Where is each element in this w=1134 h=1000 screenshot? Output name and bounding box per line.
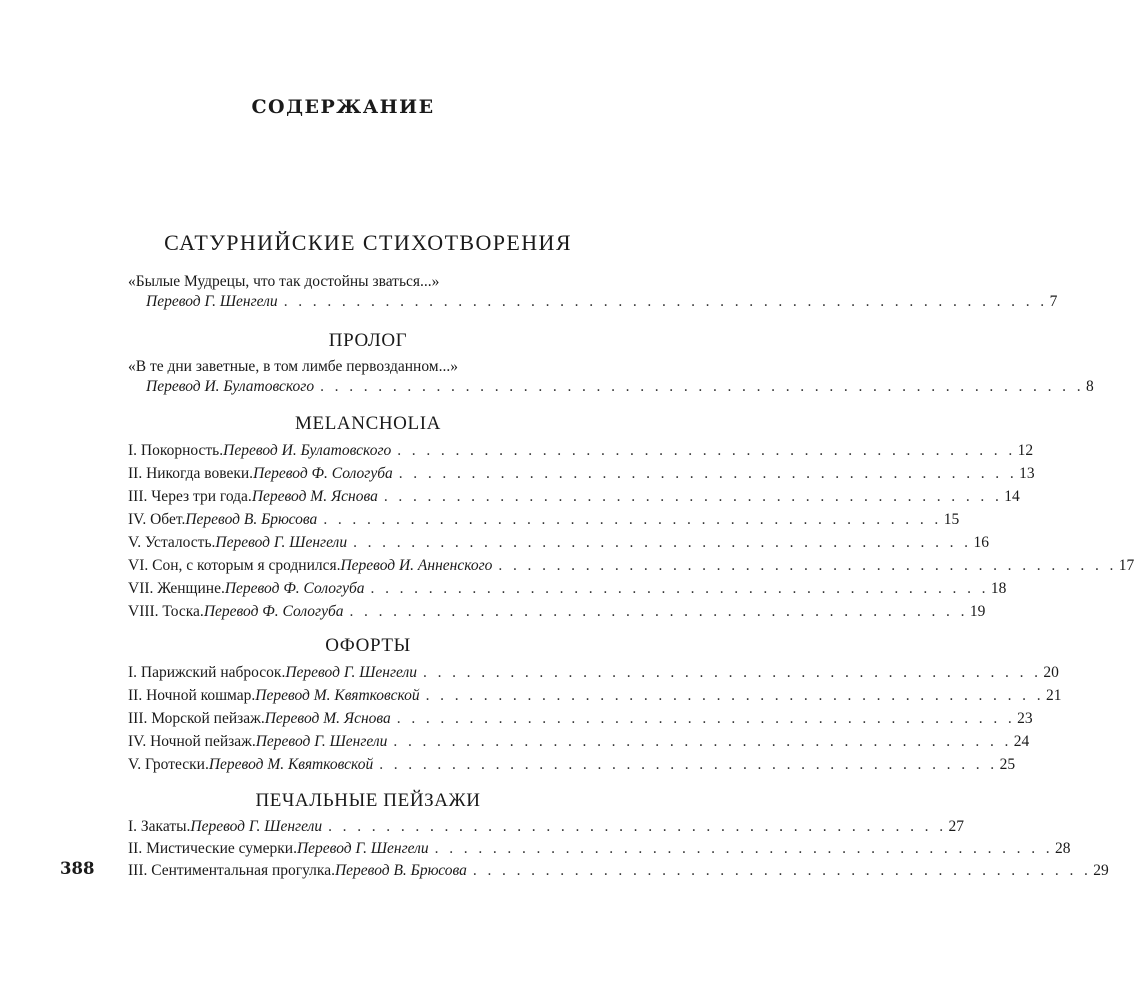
toc-entry[interactable]	[128, 838, 1071, 860]
toc-first-line: «В те дни заветные, в том лимбе первозданном...»	[128, 358, 458, 375]
toc-entry-translator: Перевод Г. Шенгели	[296, 840, 429, 857]
dot-leader: . . . . . . . . . . . . . . . . . . . . . . . . . . . . . . . . . . . . . . . . . . .	[379, 756, 998, 773]
page-title: СОДЕРЖАНИЕ	[251, 96, 435, 118]
toc-entry-page: 15	[943, 511, 960, 528]
section-heading: MELANCHOLIA	[295, 413, 441, 434]
dot-leader: . . . . . . . . . . . . . . . . . . . . . . . . . . . . . . . . . . . . . . . . . . . . . . . . . . . . .	[283, 293, 1048, 310]
toc-entry-page: 18	[990, 580, 1007, 597]
toc-entry-title: II. Никогда вовеки.	[128, 465, 254, 482]
dot-leader: . . . . . . . . . . . . . . . . . . . . . . . . . . . . . . . . . . . . . . . . . . .	[370, 580, 989, 597]
toc-entry-page: 12	[1017, 442, 1034, 459]
section-heading: ОФОРТЫ	[325, 635, 411, 656]
dot-leader: . . . . . . . . . . . . . . . . . . . . . . . . . . . . . . . . . . . . . . . . . . .	[393, 733, 1012, 750]
toc-entry-title: VII. Женщине.	[128, 580, 225, 597]
dot-leader: . . . . . . . . . . . . . . . . . . . . . . . . . . . . . . . . . . . . . . . . . . .	[472, 862, 1092, 879]
toc-entry-title: I. Парижский набросок.	[128, 664, 286, 681]
toc-entry-translator: Перевод Г. Шенгели	[255, 733, 388, 750]
toc-entry-title: I. Покорность.	[128, 442, 224, 459]
toc-entry[interactable]	[128, 860, 1109, 882]
toc-entry-title: V. Усталость.	[128, 534, 216, 551]
toc-entry-title: VIII. Тоска.	[128, 603, 204, 620]
dot-leader: . . . . . . . . . . . . . . . . . . . . . . . . . . . . . . . . . . . . . . . . . . . . . . . . . . . . .	[320, 378, 1084, 395]
toc-entry[interactable]	[128, 685, 1062, 707]
toc-entry-title: III. Через три года.	[128, 488, 252, 505]
toc-entry[interactable]	[128, 440, 1034, 462]
toc-entry-translator: Перевод Ф. Сологуба	[203, 603, 344, 620]
dot-leader: . . . . . . . . . . . . . . . . . . . . . . . . . . . . . . . . . . . . . . . . . . .	[425, 687, 1044, 704]
toc-entry[interactable]	[128, 376, 1094, 398]
toc-entry[interactable]	[128, 662, 1059, 684]
page-number: 388	[60, 859, 95, 878]
toc-entry-translator: Перевод Г. Шенгели	[190, 818, 323, 835]
toc-entry-translator: Перевод В. Брюсова	[334, 862, 467, 879]
toc-entry-page: 21	[1045, 687, 1062, 704]
toc-entry-translator: Перевод Г. Шенгели	[146, 293, 278, 310]
toc-entry-title: III. Сентиментальная прогулка.	[128, 862, 335, 879]
toc-entry-translator: Перевод Ф. Сологуба	[224, 580, 365, 597]
toc-entry-translator: Перевод Ф. Сологуба	[253, 465, 393, 482]
toc-entry-page: 19	[969, 603, 986, 620]
toc-entry-title: IV. Ночной пейзаж.	[128, 733, 256, 750]
toc-entry[interactable]	[128, 601, 986, 623]
toc-entry-translator: Перевод М. Квятковской	[255, 687, 420, 704]
section-heading: ПРОЛОГ	[328, 330, 408, 351]
toc-entry-page: 17	[1118, 557, 1134, 574]
toc-entry-title: II. Мистические сумерки.	[128, 840, 297, 857]
toc-entry-title: I. Закаты.	[128, 818, 191, 835]
toc-entry-page: 14	[1004, 488, 1020, 505]
toc-entry[interactable]	[128, 816, 964, 838]
toc-entry[interactable]	[128, 754, 1016, 776]
toc-entry-title: VI. Сон, с которым я сроднился.	[128, 557, 341, 574]
toc-entry-translator: Перевод И. Анненского	[340, 557, 493, 574]
toc-entry-title: II. Ночной кошмар.	[128, 687, 256, 704]
dot-leader: . . . . . . . . . . . . . . . . . . . . . . . . . . . . . . . . . . . . . . . . . . .	[398, 465, 1018, 482]
dot-leader: . . . . . . . . . . . . . . . . . . . . . . . . . . . . . . . . . . . . . . . . . . .	[498, 557, 1117, 574]
toc-entry-page: 8	[1085, 378, 1094, 395]
dot-leader: . . . . . . . . . . . . . . . . . . . . . . . . . . . . . . . . . . . . . . . . . . .	[396, 710, 1016, 727]
toc-entry-translator: Перевод Г. Шенгели	[285, 664, 418, 681]
toc-entry-page: 29	[1093, 862, 1109, 879]
toc-entry[interactable]	[128, 291, 1058, 313]
toc-entry-page: 25	[999, 756, 1016, 773]
toc-entry-translator: Перевод И. Булатовского	[223, 442, 392, 459]
toc-entry-page: 23	[1017, 710, 1033, 727]
section-heading: ПЕЧАЛЬНЫЕ ПЕЙЗАЖИ	[255, 790, 481, 811]
toc-first-line: «Былые Мудрецы, что так достойны зваться...»	[128, 273, 440, 290]
dot-leader: . . . . . . . . . . . . . . . . . . . . . . . . . . . . . . . . . . . . . . . . . . .	[349, 603, 968, 620]
dot-leader: . . . . . . . . . . . . . . . . . . . . . . . . . . . . . . . . . . . . . . . . . . .	[353, 534, 972, 551]
toc-entry-title: III. Морской пейзаж.	[128, 710, 265, 727]
toc-entry-page: 13	[1019, 465, 1035, 482]
toc-entry-title: V. Гротески.	[128, 756, 209, 773]
toc-entry-page: 28	[1055, 840, 1071, 857]
toc-entry-page: 20	[1043, 664, 1059, 681]
toc-entry-translator: Перевод М. Яснова	[264, 710, 391, 727]
dot-leader: . . . . . . . . . . . . . . . . . . . . . . . . . . . . . . . . . . . . . . . . . . .	[328, 818, 947, 835]
toc-entry-title: IV. Обет.	[128, 511, 186, 528]
toc-entry[interactable]	[128, 708, 1033, 730]
toc-entry-translator: Перевод М. Квятковской	[208, 756, 374, 773]
toc-entry-page: 16	[973, 534, 989, 551]
toc-entry-page: 24	[1013, 733, 1030, 750]
toc-entry-page: 27	[948, 818, 964, 835]
toc-entry-translator: Перевод И. Булатовского	[146, 378, 315, 395]
toc-entry[interactable]	[128, 463, 1035, 485]
section-heading: САТУРНИЙСКИЕ СТИХОТВОРЕНИЯ	[164, 230, 572, 255]
toc-entry[interactable]	[128, 532, 989, 554]
toc-entry[interactable]	[128, 555, 1134, 577]
toc-entry-translator: Перевод Г. Шенгели	[215, 534, 348, 551]
dot-leader: . . . . . . . . . . . . . . . . . . . . . . . . . . . . . . . . . . . . . . . . . . .	[434, 840, 1054, 857]
toc-entry-translator: Перевод М. Яснова	[251, 488, 378, 505]
toc-entry[interactable]	[128, 731, 1030, 753]
dot-leader: . . . . . . . . . . . . . . . . . . . . . . . . . . . . . . . . . . . . . . . . . . .	[423, 664, 1042, 681]
toc-entry-translator: Перевод В. Брюсова	[185, 511, 318, 528]
toc-entry[interactable]	[128, 486, 1020, 508]
toc-entry-page: 7	[1049, 293, 1058, 310]
toc-entry[interactable]	[128, 509, 960, 531]
dot-leader: . . . . . . . . . . . . . . . . . . . . . . . . . . . . . . . . . . . . . . . . . . .	[397, 442, 1016, 459]
dot-leader: . . . . . . . . . . . . . . . . . . . . . . . . . . . . . . . . . . . . . . . . . . .	[383, 488, 1003, 505]
toc-entry[interactable]	[128, 578, 1007, 600]
dot-leader: . . . . . . . . . . . . . . . . . . . . . . . . . . . . . . . . . . . . . . . . . . .	[323, 511, 942, 528]
